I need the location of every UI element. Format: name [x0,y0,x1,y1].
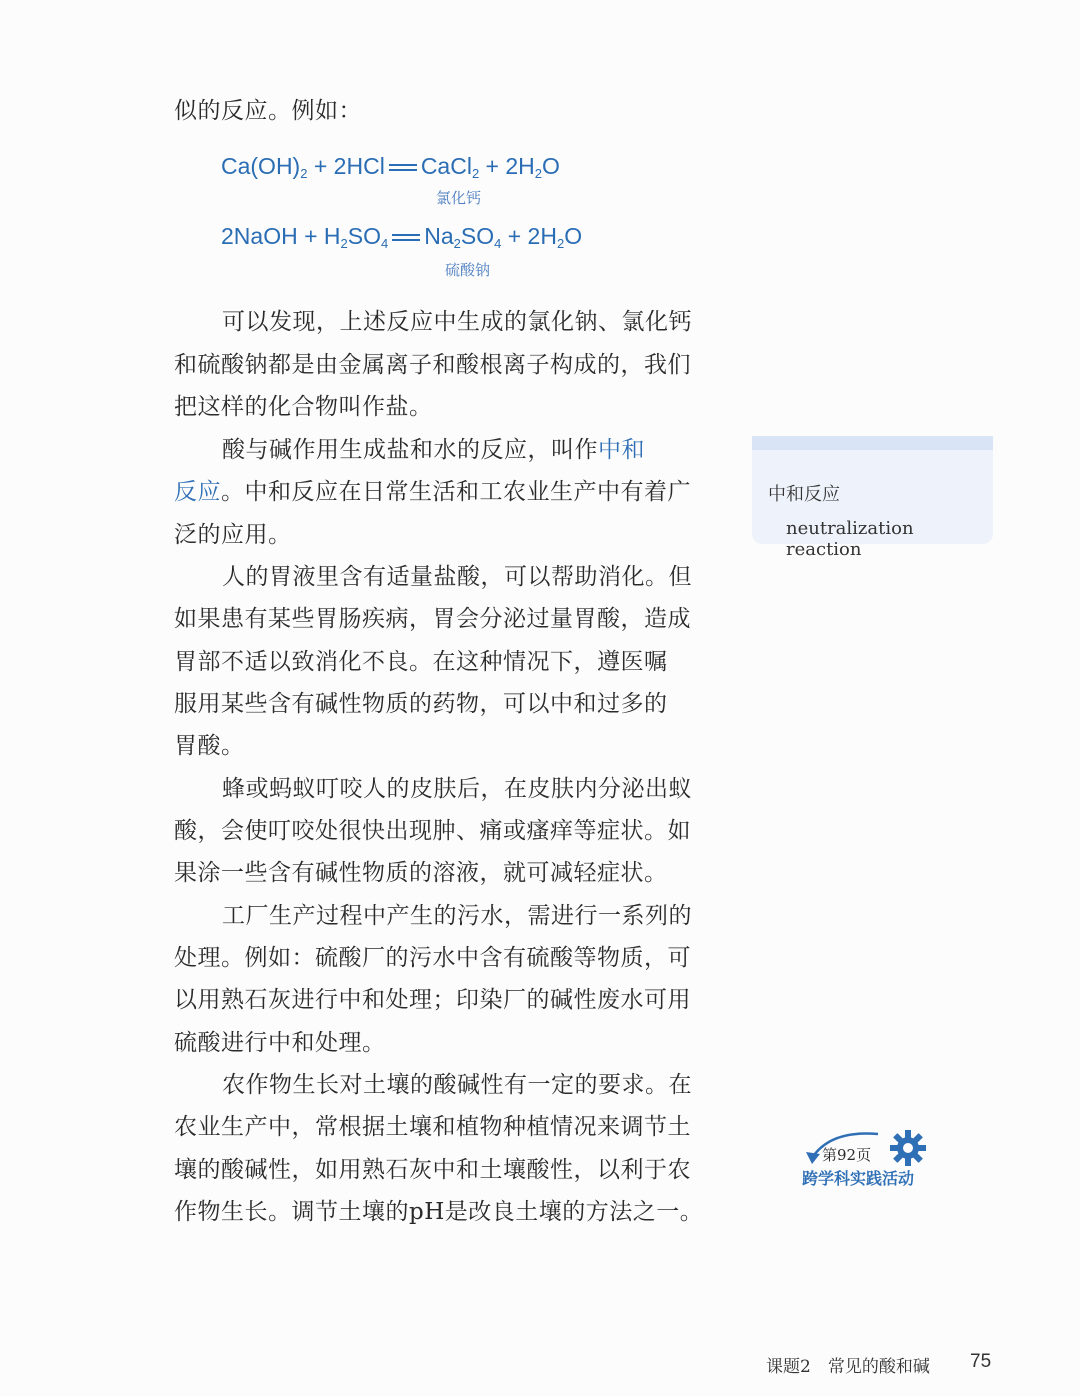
paragraph-line: 如果患有某些胃肠疾病，胃会分泌过量胃酸，造成 [174,606,691,632]
text-run: 。中和反应在日常生活和工农业生产中有着广 [221,479,691,505]
eq2-rhs-part: + 2H [501,223,557,249]
paragraph-line: 可以发现，上述反应中生成的氯化钠、氯化钙 [222,309,692,335]
crossref-link[interactable] [800,1128,935,1194]
paragraph-line: 人的胃液里含有适量盐酸，可以帮助消化。但 [222,564,692,590]
eq2-rhs-part: O [564,223,583,249]
eq2-rhs-sub: 2 [556,236,565,251]
text-run: 酸与碱作用生成盐和水的反应，叫作 [222,437,598,463]
eq2-rhs-part: Na [424,223,454,249]
paragraph-line [222,435,712,465]
equation-1-label: 氯化钙 [436,189,482,207]
eq1-rhs-sub: 2 [471,166,480,181]
eq1-rhs-part: CaCl [420,153,472,179]
term-highlight: 反应 [174,479,221,505]
page-number: 75 [970,1351,992,1372]
crossref-activity: 跨学科实践活动 [802,1169,915,1188]
paragraph-line [174,477,714,507]
term-highlight: 中和 [598,437,645,463]
paragraph-line: 果涂一些含有碱性物质的溶液，就可减轻症状。 [174,860,668,886]
glossary-box [752,436,993,560]
paragraph-line: 工厂生产过程中产生的污水，需进行一系列的 [222,903,692,929]
paragraph-line: 胃酸。 [174,733,245,759]
paragraph-line: 胃部不适以致消化不良。在这种情况下，遵医嘱 [174,649,668,675]
equation-1 [221,151,560,189]
eq1-rhs-sub: 2 [534,166,543,181]
eq1-lhs-part: + 2HCl [307,153,385,179]
paragraph-line: 处理。例如：硫酸厂的污水中含有硫酸等物质，可 [174,945,691,971]
eq1-lhs-part: Ca(OH) [221,153,301,179]
eq2-rhs-sub: 2 [453,236,461,251]
footer-chapter: 课题2 常见的酸和碱 [766,1357,930,1377]
paragraph-line: 硫酸进行中和处理。 [174,1030,386,1056]
intro-line: 似的反应。例如： [174,98,362,124]
glossary-term-zh: 中和反应 [768,484,840,505]
gear-icon [888,1128,928,1168]
crossref-page: 第92页 [822,1146,872,1164]
glossary-term-en: neutralization reaction [786,518,914,560]
paragraph-line: 农作物生长对土壤的酸碱性有一定的要求。在 [222,1072,692,1098]
eq2-rhs-sub: 4 [494,236,502,251]
paragraph-line: 酸，会使叮咬处很快出现肿、痛或瘙痒等症状。如 [174,818,691,844]
paragraph-line: 壤的酸碱性，如用熟石灰中和土壤酸性，以利于农 [174,1157,691,1183]
eq1-rhs-part: + 2H [479,153,535,179]
equals-sign [389,164,417,171]
eq1-rhs-part: O [542,153,560,179]
paragraph-line: 农业生产中，常根据土壤和植物种植情况来调节土 [174,1114,691,1140]
paragraph-line: 和硫酸钠都是由金属离子和酸根离子构成的，我们 [174,352,691,378]
paragraph-line: 泛的应用。 [174,522,292,548]
equation-2-label: 硫酸钠 [445,261,491,279]
equation-2 [221,221,582,259]
eq2-lhs-sub: 2 [340,236,348,251]
eq2-lhs-part: 2NaOH + H [221,223,341,249]
paragraph-line: 把这样的化合物叫作盐。 [174,394,433,420]
paragraph-line: 服用某些含有碱性物质的药物，可以中和过多的 [174,691,668,717]
paragraph-line: 以用熟石灰进行中和处理；印染厂的碱性废水可用 [174,987,691,1013]
eq1-lhs-sub: 2 [300,166,308,181]
eq2-rhs-part: SO [460,223,495,249]
equals-sign [392,234,420,241]
paragraph-line: 作物生长。调节土壤的pH是改良土壤的方法之一。 [174,1199,704,1225]
eq2-lhs-part: SO [347,223,381,249]
paragraph-line: 蜂或蚂蚁叮咬人的皮肤后，在皮肤内分泌出蚁 [222,776,692,802]
eq2-lhs-sub: 4 [380,236,389,251]
